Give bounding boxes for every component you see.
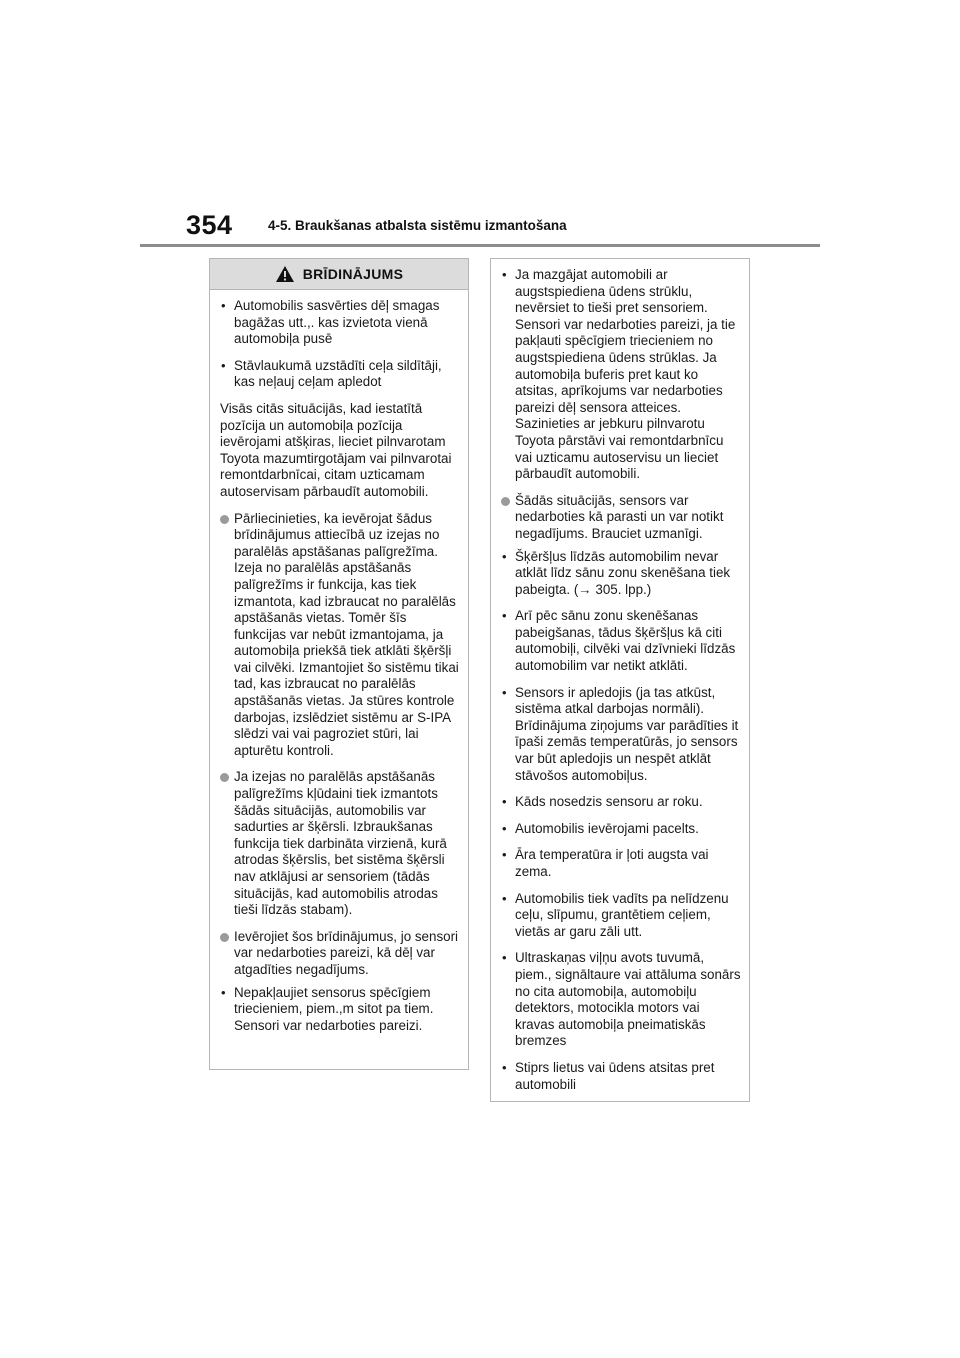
list-item: Ja izejas no paralēlās apstāšanās palīgrežīms kļūdaini tiek izmantots šādās situācijās, automobilis var sadurties ar šķērsli. Izbraukšanas funkcija tiek darbināta virzienā, kurā atrodas šķērslis, bet sistēma šķērsli nav atklājusi ar sensoriem (tādās situācijās, kad automobilis atrodas tieši līdzās stabam). [220, 769, 460, 918]
list-item: • Stāvlaukumā uzstādīti ceļa sildītāji, kas neļauj ceļam apledot [220, 358, 460, 391]
list-item: • Šķēršļus līdzās automobilim nevar atklāt līdz sānu zonu skenēšana tiek pabeigta. (→ 305. lpp.) [501, 549, 741, 599]
list-item: • Nepakļaujiet sensorus spēcīgiem triecieniem, piem.,m sitot pa tiem. Sensori var nedarboties pareizi. [220, 985, 460, 1035]
list-item: • Āra temperatūra ir ļoti augsta vai zema. [501, 847, 741, 880]
paragraph: Visās citās situācijās, kad iestatītā pozīcija un automobiļa pozīcija ievērojami atšķiras, lieciet pilnvarotam Toyota mazumtirgotājam vai pilnvarotai remontdarbnīcai, citam uzticamam autoservisam pārbaudīt automobili. [220, 400, 452, 499]
list-item: • Ja mazgājat automobili ar augstspiediena ūdens strūklu, nevērsiet to tieši pret sensoriem. Sensori var nedarboties pareizi, ja tie pakļauti spēcīgiem triecieniem no augstspiediena ūdens strūklas. Ja automobiļa buferis pret kaut ko atsitas, aprīkojums var nedarboties pareizi dēļ sensora atteices. Sazinieties ar jebkuru pilnvarotu Toyota pārstāvi vai remontdarbnīcu vai uzticamu autoservisu un lieciet pārbaudīt automobili. [501, 267, 741, 483]
list-item: Pārliecinieties, ka ievērojat šādus brīdinājumus attiecībā uz izejas no paralēlās apstāšanas palīgrežīma. Izeja no paralēlās apstāšanās palīgrežīms ir funkcija, kas tiek izmantota, kad izbraucat no paralēlās apstāšanās vietas. Tomēr šīs funkcijas var nebūt izmantojama, ja automobiļa priekšā tiek atklāti šķēršļi vai cilvēki. Izmantojiet šo sistēmu tikai tad, kas izbraucat no paralēlās apstāšanās vietas. Ja stūres kontrole darbojas, izslēdziet sistēmu ar S-IPA slēdzi vai vai pagroziet stūri, lai apturētu kontroli. [220, 511, 460, 760]
warning-triangle-icon [275, 265, 295, 283]
list-item: • Kāds nosedzis sensoru ar roku. [501, 794, 741, 811]
list-item: • Ultraskaņas viļņu avots tuvumā, piem., signāltaure vai attāluma sonārs no cita automobiļa, automobiļu detektors, motocikla motors vai kravas automobiļa pneimatiskās bremzes [501, 950, 741, 1050]
list-item: • Automobilis ievērojami pacelts. [501, 821, 741, 838]
list-item: Šādās situācijās, sensors var nedarboties kā parasti un var notikt negadījums. Brauciet uzmanīgi. [501, 493, 741, 543]
page-number: 354 [186, 210, 233, 240]
list-item: • Sensors ir apledojis (ja tas atkūst, sistēma atkal darbojas normāli). Brīdinājuma ziņojums var parādīties it īpaši zemās temperatūrās, jo sensors var būt apledojis un nespēt atklāt stāvošos automobiļus. [501, 685, 741, 785]
warning-box-continued [490, 258, 750, 1102]
warning-header [210, 259, 468, 290]
warning-content-right [491, 259, 749, 1093]
warning-box [209, 258, 469, 1070]
list-item: • Automobilis sasvērties dēļ smagas bagāžas utt.,. kas izvietota vienā automobiļa pusē [220, 298, 460, 348]
list-item: • Arī pēc sānu zonu skenēšanas pabeigšanas, tādus šķēršļus kā citi automobiļi, cilvēki vai dzīvnieki līdzās automobilim var netikt atklāti. [501, 608, 741, 674]
warning-content-left [210, 290, 468, 1034]
header-divider [140, 244, 820, 247]
section-title: 4-5. Braukšanas atbalsta sistēmu izmantošana [268, 218, 567, 233]
list-item: • Stiprs lietus vai ūdens atsitas pret automobili [501, 1060, 741, 1093]
warning-title: BRĪDINĀJUMS [302, 266, 404, 282]
list-item: Ievērojiet šos brīdinājumus, jo sensori var nedarboties pareizi, kā dēļ var atgadīties negadījums. [220, 929, 460, 979]
list-item: • Automobilis tiek vadīts pa nelīdzenu ceļu, slīpumu, grantētiem ceļiem, vietās ar garu zāli utt. [501, 891, 741, 941]
